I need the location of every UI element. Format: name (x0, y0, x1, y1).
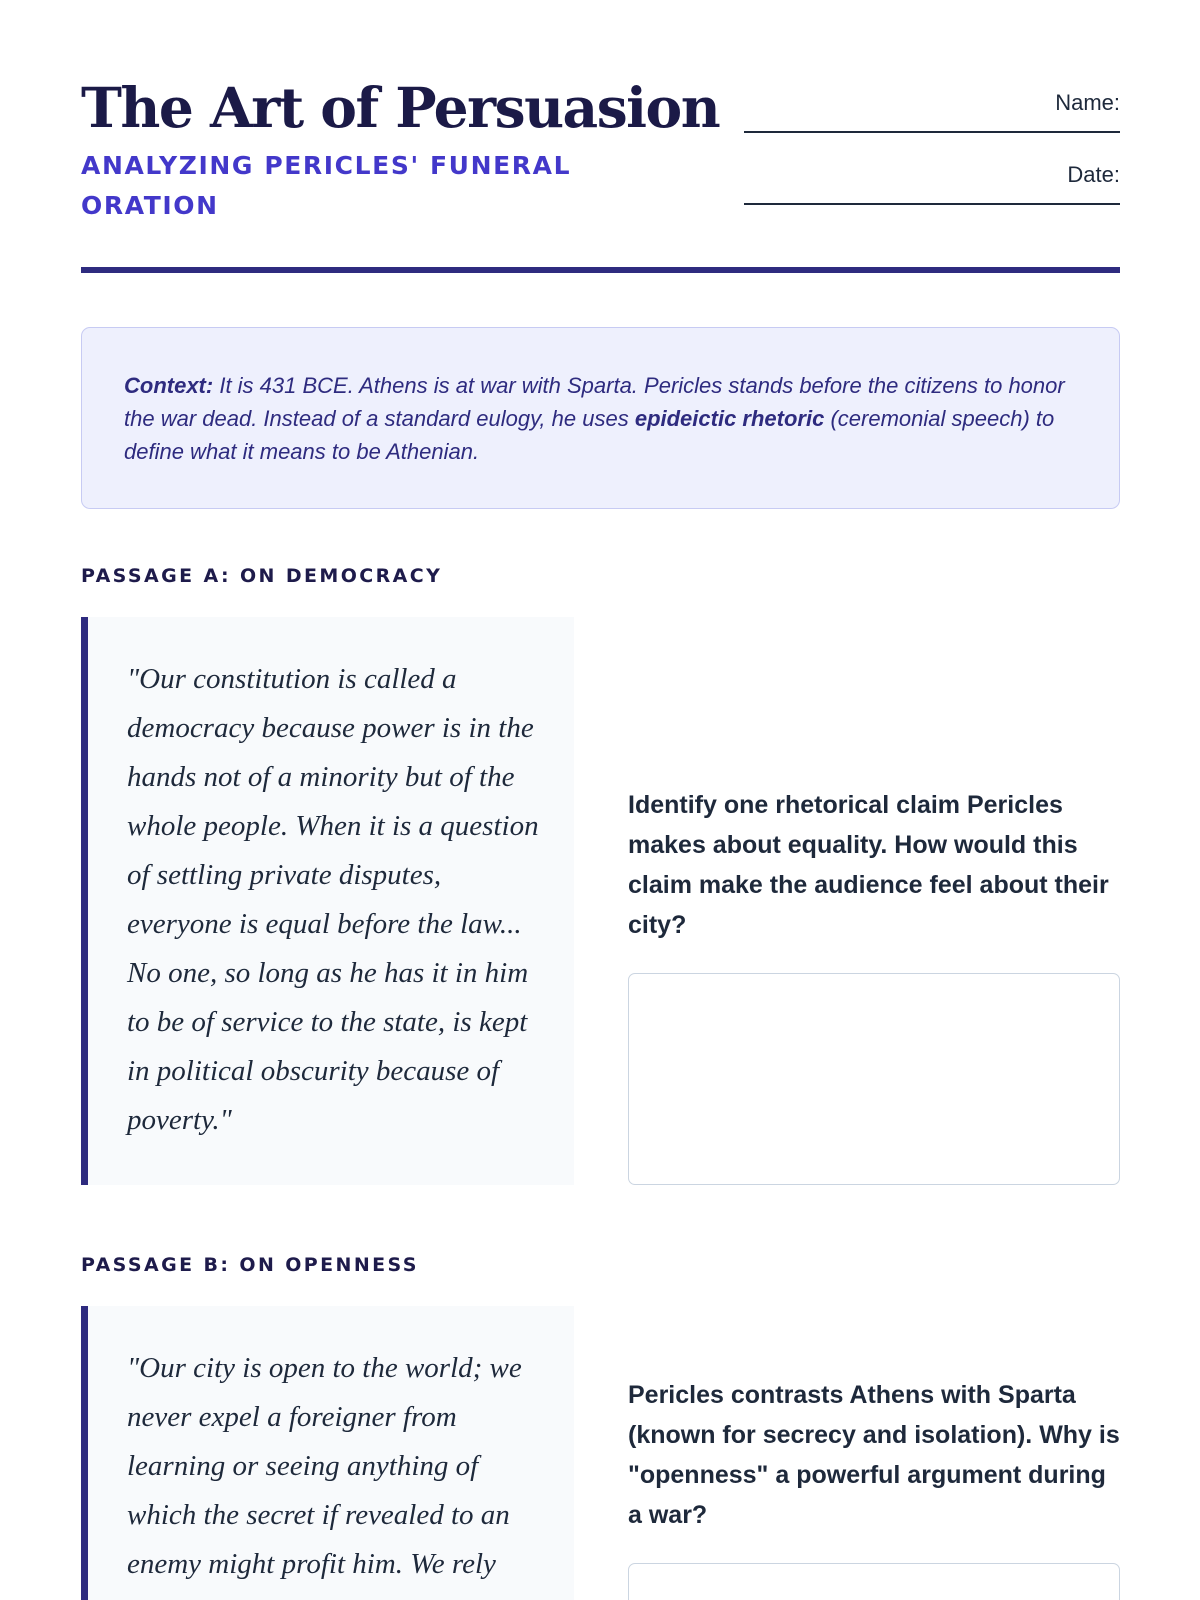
page-title: The Art of Persuasion (81, 75, 720, 140)
header-divider (81, 267, 1120, 273)
passage-b-quote-box (81, 1306, 574, 1600)
passage-b-quote: "Our city is open to the world; we never expel a foreigner from learning or seeing anything of which the secret if revealed to an enemy might profit him. We rely (127, 1352, 522, 1580)
name-label: Name: (1055, 90, 1120, 115)
context-lead: Context: (124, 373, 214, 398)
context-text-after: (ceremonial speech) to define what it means to be Athenian. (124, 406, 1055, 464)
page-subtitle: ANALYZING PERICLES' FUNERAL ORATION (81, 151, 572, 220)
passage-a-quote: "Our constitution is called a democracy because power is in the hands not of a minority but of the whole people. When it is a question of settling private disputes, everyone is equal before the law... No one, so long as he has it in him to be of service to the state, is kept in political obscurity because of poverty." (127, 663, 539, 1136)
date-field[interactable] (744, 203, 1120, 205)
date-label: Date: (1067, 162, 1120, 187)
passage-a-question: Identify one rhetorical claim Pericles makes about equality. How would this claim make the audience feel about their city? (628, 791, 1109, 939)
passage-b-label: PASSAGE B: ON OPENNESS (81, 1254, 419, 1276)
student-info (744, 88, 1120, 232)
name-field[interactable] (744, 131, 1120, 133)
context-box (81, 327, 1120, 509)
context-text-before: It is 431 BCE. Athens is at war with Sparta. Pericles stands before the citizens to honor the war dead. Instead of a standard eulogy, he uses (124, 373, 1065, 431)
context-term: epideictic rhetoric (634, 406, 825, 431)
context-text (124, 369, 1077, 468)
passage-a-label: PASSAGE A: ON DEMOCRACY (81, 565, 443, 587)
passage-b-answer-box[interactable] (628, 1563, 1120, 1600)
passage-a-answer-box[interactable] (628, 973, 1120, 1185)
passage-a-quote-box (81, 617, 574, 1185)
worksheet-page (81, 0, 1120, 1600)
passage-b-question: Pericles contrasts Athens with Sparta (known for secrecy and isolation). Why is "openness" a powerful argument during a war? (628, 1381, 1120, 1529)
